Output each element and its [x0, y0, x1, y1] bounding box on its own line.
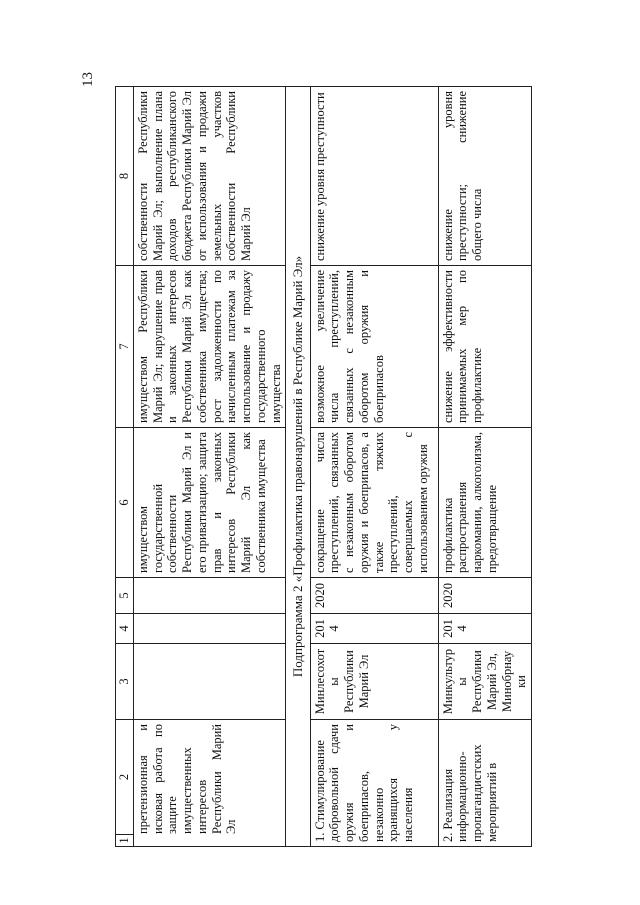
result-cell: сокращение числа преступлений, связанных с незаконным оборотом оружия и боеприпасов, а также тяжких преступлений, совершаемых с использованием оружия — [310, 428, 438, 578]
row-number: 1. — [312, 832, 327, 842]
end-year: 2020 — [310, 578, 438, 614]
measure-cell — [438, 720, 532, 847]
column-number: 3 — [116, 644, 134, 720]
consequence-cell: имуществом Республики Марий Эл; нарушение прав и законных интересов Республики Марий Эл как собственника имущества; рост задолженности по начисленным платежам за использование и продажу государственного имущества — [133, 266, 286, 428]
column-number: 7 — [116, 266, 134, 428]
measure-text: Реализация информационно-пропагандистских мероприятий в — [440, 744, 499, 842]
column-number: 8 — [116, 87, 134, 266]
measure-text: Стимулирование добровольной сдачи оружия и боеприпасов, незаконно хранящихся у населения — [312, 724, 416, 842]
executor-cell: Минлесохоты Республики Марий Эл — [310, 644, 438, 720]
measure-cell: претензионная и исковая работа по защите имущественных интересов Республики Марий Эл — [133, 720, 286, 847]
column-number: 6 — [116, 428, 134, 578]
subprogram-title-row — [286, 87, 310, 847]
result-cell: имуществом государственной собственности Республики Марий Эл и его приватизацию; защита прав и законных интересов Республики Марий Эл как собственника имущества — [133, 428, 286, 578]
link-cell: собственности Республики Марий Эл; выполнение плана доходов республиканского бюджета Республики Марий Эл от использования и продажи земельных участков собственности Республики Марий Эл — [133, 87, 286, 266]
start-year: 2014 — [438, 614, 532, 644]
subprogram-title: Подпрограмма 2 «Профилактика правонарушений в Республике Марий Эл» — [286, 87, 310, 847]
continuation-row — [133, 87, 286, 847]
link-cell: снижение уровня преступности; снижение общего числа — [438, 87, 532, 266]
column-number: 1 — [116, 835, 134, 847]
page-number: 13 — [80, 72, 96, 87]
column-numbers-row — [116, 87, 134, 847]
executor-cell: Минкультуры Республики Марий Эл, Минобрнауки — [438, 644, 532, 720]
measure-cell — [310, 720, 438, 847]
program-table — [115, 86, 532, 847]
column-number: 4 — [116, 614, 134, 644]
table-row — [438, 87, 532, 847]
start-year: 2014 — [310, 614, 438, 644]
column-number: 5 — [116, 578, 134, 614]
link-cell: снижение уровня преступности — [310, 87, 438, 266]
end-year: 2020 — [438, 578, 532, 614]
column-number: 2 — [116, 720, 134, 835]
consequence-cell: снижение эффективности принимаемых мер по профилактике — [438, 266, 532, 428]
result-cell: профилактика распространения наркомании, алкоголизма, предотвращение — [438, 428, 532, 578]
row-number: 2. — [440, 832, 455, 842]
table-row — [310, 87, 438, 847]
consequence-cell: возможное увеличение числа преступлений, связанных с незаконным оборотом оружия и боеприпасов — [310, 266, 438, 428]
